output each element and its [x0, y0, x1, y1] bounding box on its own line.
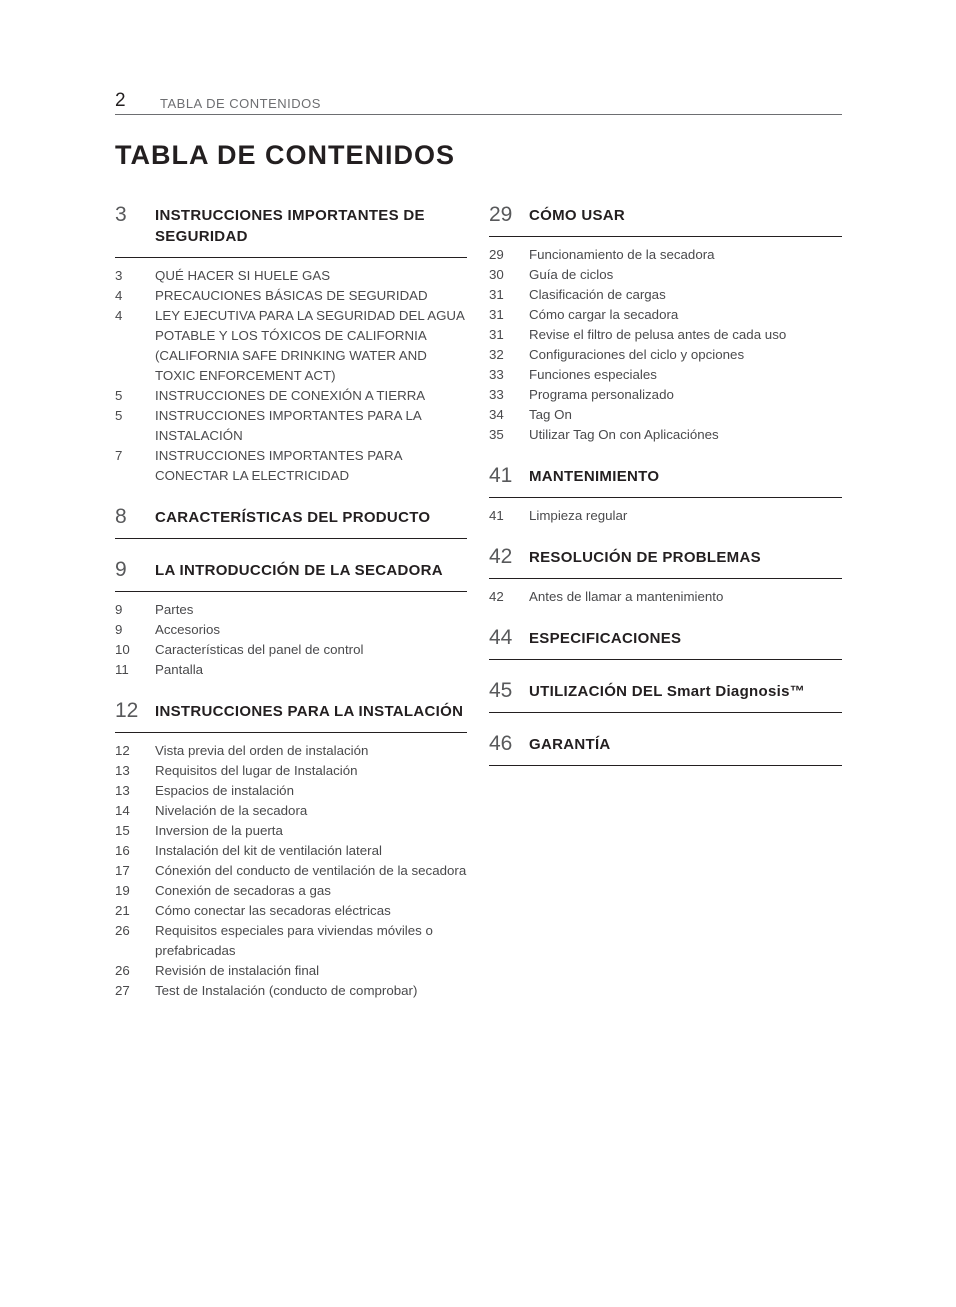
toc-section-utilizacion-del-smart-diagnosis	[489, 680, 842, 713]
toc-entry[interactable]	[115, 741, 467, 761]
toc-entry[interactable]	[115, 406, 467, 446]
entry-page-number: 21	[115, 903, 130, 918]
section-heading[interactable]	[489, 627, 842, 660]
entry-title: INSTRUCCIONES IMPORTANTES PARA LA INSTALACIÓN	[155, 408, 421, 443]
entry-page-number: 4	[115, 308, 123, 323]
toc-entry[interactable]	[115, 600, 467, 620]
toc-entry[interactable]	[115, 821, 467, 841]
entry-title: Pantalla	[155, 662, 204, 677]
entry-title: Revisión de instalación final	[155, 963, 320, 978]
section-heading[interactable]	[489, 465, 842, 498]
entry-title: Instalación del kit de ventilación lateral	[155, 843, 382, 858]
section-title: UTILIZACIÓN DEL Smart Diagnosis™	[529, 683, 806, 700]
entry-page-number: 10	[115, 642, 130, 657]
toc-entry[interactable]	[115, 921, 467, 961]
section-heading[interactable]	[489, 680, 842, 713]
toc-entry[interactable]	[489, 405, 842, 425]
entry-title: Utilizar Tag On con Aplicaciónes	[529, 427, 719, 442]
toc-entry[interactable]	[115, 901, 467, 921]
entry-title: Configuraciones del ciclo y opciones	[529, 347, 745, 362]
toc-section-mantenimiento	[489, 465, 842, 526]
section-page-number: 46	[489, 732, 513, 755]
toc-entry[interactable]	[115, 660, 467, 680]
section-heading[interactable]	[115, 204, 467, 258]
entry-title: Cómo conectar las secadoras eléctricas	[155, 903, 391, 918]
entry-title: Partes	[155, 602, 194, 617]
section-heading[interactable]	[115, 506, 467, 539]
entry-page-number: 14	[115, 803, 130, 818]
toc-entry[interactable]	[115, 266, 467, 286]
entry-page-number: 13	[115, 763, 130, 778]
section-item-list	[115, 600, 467, 680]
section-page-number: 8	[115, 505, 127, 528]
section-item-list	[115, 266, 467, 486]
section-heading[interactable]	[115, 559, 467, 592]
toc-entry[interactable]	[489, 325, 842, 345]
toc-entry[interactable]	[489, 385, 842, 405]
toc-section-la-introduccion-de-la-secadora	[115, 559, 467, 680]
entry-page-number: 4	[115, 288, 123, 303]
toc-entry[interactable]	[115, 620, 467, 640]
section-title: LA INTRODUCCIÓN DE LA SECADORA	[155, 562, 443, 579]
section-heading[interactable]	[115, 700, 467, 733]
entry-page-number: 5	[115, 388, 123, 403]
entry-title: Clasificación de cargas	[529, 287, 666, 302]
section-title: INSTRUCCIONES IMPORTANTES DE SEGURIDAD	[155, 207, 425, 245]
toc-section-como-usar	[489, 204, 842, 445]
section-page-number: 41	[489, 464, 513, 487]
entry-page-number: 26	[115, 963, 130, 978]
entry-title: Test de Instalación (conducto de comprobar)	[155, 983, 418, 998]
entry-page-number: 26	[115, 923, 130, 938]
entry-title: Revise el filtro de pelusa antes de cada uso	[529, 327, 787, 342]
entry-page-number: 27	[115, 983, 130, 998]
toc-entry[interactable]	[489, 265, 842, 285]
entry-title: Limpieza regular	[529, 508, 628, 523]
toc-entry[interactable]	[489, 345, 842, 365]
entry-title: PRECAUCIONES BÁSICAS DE SEGURIDAD	[155, 288, 428, 303]
section-title: CÓMO USAR	[529, 207, 626, 224]
page-header	[115, 90, 842, 115]
entry-title: Guía de ciclos	[529, 267, 614, 282]
entry-title: LEY EJECUTIVA PARA LA SEGURIDAD DEL AGUA POTABLE Y LOS TÓXICOS DE CALIFORNIA (CALIFORNIA SAFE DRINKING WATER AND TOXIC ENFORCEMENT ACT)	[155, 308, 465, 383]
entry-title: Espacios de instalación	[155, 783, 294, 798]
entry-page-number: 17	[115, 863, 130, 878]
toc-entry[interactable]	[115, 640, 467, 660]
toc-entry[interactable]	[489, 587, 842, 607]
toc-section-resolucion-de-problemas	[489, 546, 842, 607]
entry-title: Características del panel de control	[155, 642, 364, 657]
toc-entry[interactable]	[115, 801, 467, 821]
entry-page-number: 41	[489, 508, 504, 523]
entry-page-number: 12	[115, 743, 130, 758]
entry-page-number: 42	[489, 589, 504, 604]
section-item-list	[489, 245, 842, 445]
entry-page-number: 34	[489, 407, 504, 422]
section-title: RESOLUCIÓN DE PROBLEMAS	[529, 549, 761, 566]
toc-right-column	[489, 204, 842, 786]
section-page-number: 44	[489, 626, 513, 649]
toc-entry[interactable]	[489, 305, 842, 325]
section-heading[interactable]	[489, 546, 842, 579]
entry-title: Programa personalizado	[529, 387, 674, 402]
section-item-list	[115, 741, 467, 1001]
entry-page-number: 9	[115, 602, 123, 617]
entry-page-number: 33	[489, 387, 504, 402]
toc-entry[interactable]	[489, 245, 842, 265]
entry-title: Cónexión del conducto de ventilación de la secadora	[155, 863, 467, 878]
page-number: 2	[115, 90, 126, 111]
toc-entry[interactable]	[489, 425, 842, 445]
entry-title: Conexión de secadoras a gas	[155, 883, 331, 898]
entry-page-number: 3	[115, 268, 123, 283]
entry-page-number: 5	[115, 408, 123, 423]
toc-entry[interactable]	[115, 761, 467, 781]
section-page-number: 42	[489, 545, 513, 568]
toc-entry[interactable]	[115, 861, 467, 881]
section-item-list	[489, 506, 842, 526]
entry-page-number: 13	[115, 783, 130, 798]
entry-page-number: 31	[489, 287, 504, 302]
toc-left-column	[115, 204, 467, 1021]
entry-title: Tag On	[529, 407, 572, 422]
toc-entry[interactable]	[115, 981, 467, 1001]
toc-entry[interactable]	[115, 961, 467, 981]
section-title: MANTENIMIENTO	[529, 468, 660, 485]
toc-section-instrucciones-importantes-de-seguridad	[115, 204, 467, 486]
entry-title: Requisitos especiales para viviendas móviles o prefabricadas	[155, 923, 433, 958]
toc-section-garantia	[489, 733, 842, 766]
entry-title: Funciones especiales	[529, 367, 657, 382]
section-page-number: 45	[489, 679, 513, 702]
section-page-number: 29	[489, 203, 513, 226]
toc-entry[interactable]	[115, 286, 467, 306]
toc-entry[interactable]	[489, 365, 842, 385]
section-title: CARACTERÍSTICAS DEL PRODUCTO	[155, 509, 431, 526]
running-title: TABLA DE CONTENIDOS	[160, 96, 321, 111]
entry-page-number: 9	[115, 622, 123, 637]
toc-section-instrucciones-para-la-instalacion	[115, 700, 467, 1001]
toc-entry[interactable]	[115, 386, 467, 406]
section-heading[interactable]	[489, 204, 842, 237]
entry-title: Vista previa del orden de instalación	[155, 743, 369, 758]
entry-page-number: 31	[489, 327, 504, 342]
toc-entry[interactable]	[115, 446, 467, 486]
entry-page-number: 15	[115, 823, 130, 838]
entry-title: Inversion de la puerta	[155, 823, 283, 838]
entry-title: Requisitos del lugar de Instalación	[155, 763, 358, 778]
entry-page-number: 31	[489, 307, 504, 322]
entry-page-number: 35	[489, 427, 504, 442]
toc-entry[interactable]	[115, 306, 467, 386]
entry-title: Cómo cargar la secadora	[529, 307, 679, 322]
page-title: TABLA DE CONTENIDOS	[115, 140, 455, 170]
section-title: ESPECIFICACIONES	[529, 630, 682, 647]
entry-page-number: 30	[489, 267, 504, 282]
entry-title: Antes de llamar a mantenimiento	[529, 589, 724, 604]
toc-entry[interactable]	[115, 781, 467, 801]
entry-title: Accesorios	[155, 622, 221, 637]
entry-page-number: 19	[115, 883, 130, 898]
entry-page-number: 16	[115, 843, 130, 858]
section-title: INSTRUCCIONES PARA LA INSTALACIÓN	[155, 703, 464, 720]
section-item-list	[489, 587, 842, 607]
entry-page-number: 11	[115, 662, 129, 677]
entry-title: INSTRUCCIONES DE CONEXIÓN A TIERRA	[155, 388, 426, 403]
entry-page-number: 33	[489, 367, 504, 382]
toc-entry[interactable]	[115, 841, 467, 861]
section-page-number: 12	[115, 699, 139, 722]
entry-title: Funcionamiento de la secadora	[529, 247, 715, 262]
section-page-number: 9	[115, 558, 127, 581]
toc-entry[interactable]	[489, 285, 842, 305]
entry-title: Nivelación de la secadora	[155, 803, 308, 818]
entry-title: INSTRUCCIONES IMPORTANTES PARA CONECTAR LA ELECTRICIDAD	[155, 448, 402, 483]
toc-entry[interactable]	[489, 506, 842, 526]
toc-entry[interactable]	[115, 881, 467, 901]
entry-page-number: 7	[115, 448, 123, 463]
entry-page-number: 32	[489, 347, 504, 362]
entry-title: QUÉ HACER SI HUELE GAS	[155, 268, 331, 283]
section-title: GARANTÍA	[529, 736, 611, 753]
entry-page-number: 29	[489, 247, 504, 262]
toc-section-especificaciones	[489, 627, 842, 660]
section-heading[interactable]	[489, 733, 842, 766]
toc-section-caracteristicas-del-producto	[115, 506, 467, 539]
section-page-number: 3	[115, 203, 127, 226]
